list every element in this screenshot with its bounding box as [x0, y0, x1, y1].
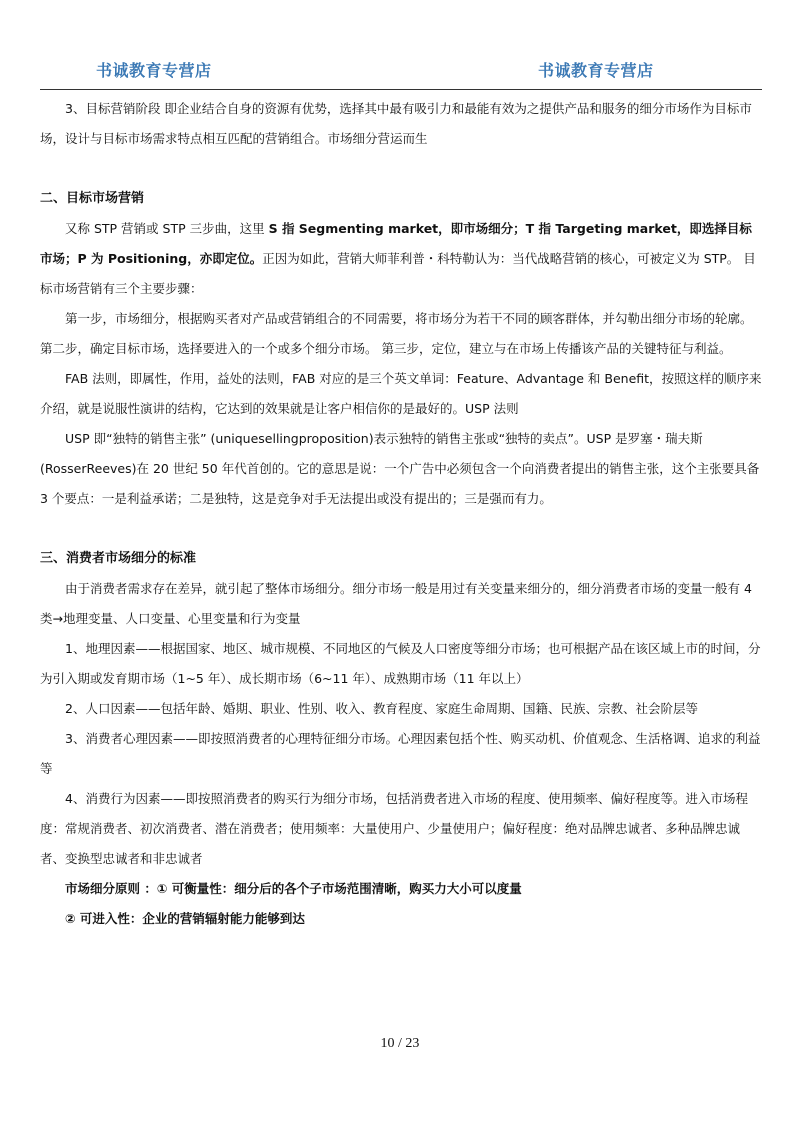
paragraph-target-marketing-stage: 3、目标营销阶段 即企业结合自身的资源有优势，选择其中最有吸引力和最能有效为之提供产品和服务的细分市场作为目标市场，设计与目标市场需求特点相互匹配的营销组合。市场细分营运而生: [40, 101, 752, 146]
stp-kotler-text: 正因为如此，营销大师菲利普・科特勒认为：当代战略营销的核心，可被定义为 STP。 目标市场营销有三个主要步骤：: [40, 251, 756, 296]
paragraph-geographic-factors: 1、地理因素——根据国家、地区、城市规模、不同地区的气候及人口密度等细分市场；也可根据产品在该区域上市的时间，分为引入期或发育期市场（1~5 年）、成长期市场（6~11 年）、成熟期市场（11 年以上）: [40, 641, 761, 686]
paragraph-psychological-factors: 3、消费者心理因素——即按照消费者的心理特征细分市场。心理因素包括个性、购买动机、价值观念、生活格调、追求的利益等: [40, 731, 761, 776]
stp-intro-text: 又称 STP 营销或 STP 三步曲，这里: [65, 221, 269, 236]
document-body: [40, 94, 762, 934]
paragraph-demographic-factors: 2、人口因素——包括年龄、婚期、职业、性别、收入、教育程度、家庭生命周期、国籍、民族、宗教、社会阶层等: [65, 701, 698, 716]
paragraph-behavioral-factors: 4、消费行为因素——即按照消费者的购买行为细分市场，包括消费者进入市场的程度、使用频率、偏好程度等。进入市场程度：常规消费者、初次消费者、潜在消费者；使用频率：大量使用户、少量使用户；偏好程度：绝对品牌忠诚者、多种品牌忠诚者、变换型忠诚者和非忠诚者: [40, 791, 748, 866]
paragraph-three-steps: 第一步，市场细分，根据购买者对产品或营销组合的不同需要，将市场分为若干不同的顾客群体，并勾勒出细分市场的轮廓。 第二步，确定目标市场，选择要进入的一个或多个细分市场。 第三步，定位，建立与在市场上传播该产品的关键特征与利益。: [40, 311, 753, 356]
paragraph-segmentation-intro: 由于消费者需求存在差异，就引起了整体市场细分。细分市场一般是用过有关变量来细分的，细分消费者市场的变量一般有 4 类→地理变量、人口变量、心里变量和行为变量: [40, 581, 752, 626]
paragraph-fab-rule: FAB 法则，即属性，作用，益处的法则，FAB 对应的是三个英文单词：Feature、Advantage 和 Benefit，按照这样的顺序来介绍，就是说服性演讲的结构，它达到的效果就是让客户相信你的是最好的。USP 法则: [40, 371, 762, 416]
header-divider: [40, 89, 762, 90]
section-heading-segmentation-criteria: 三、消费者市场细分的标准: [40, 551, 197, 566]
paragraph-stp: [40, 214, 762, 304]
stp-definition-bold: S 指 Segmenting market，即市场细分；T 指 Targeting market，即选择目标市场；P 为 Positioning，亦即定位。: [40, 221, 752, 266]
header-store-name-right: 书诚教育专营店: [538, 61, 654, 80]
principle-accessibility: ② 可进入性：企业的营销辐射能力能够到达: [65, 911, 305, 926]
page-header: [0, 0, 800, 92]
page-number: 10 / 23: [380, 1036, 420, 1051]
principle-measurability: 市场细分原则 ：① 可衡量性：细分后的各个子市场范围清晰，购买力大小可以度量: [65, 881, 522, 896]
paragraph-usp: USP 即“独特的销售主张” (uniquesellingproposition)表示独特的销售主张或“独特的卖点”。USP 是罗塞・瑞夫斯(RosserReeves)在 20 世纪 50 年代首创的。它的意思是说：一个广告中必须包含一个向消费者提出的销售主张，这个主张要具备 3 个要点：一是利益承诺；二是独特，这是竞争对手无法提出或没有提出的；三是强而有力。: [40, 431, 760, 506]
header-store-name-left: 书诚教育专营店: [96, 61, 212, 80]
section-heading-target-marketing: 二、目标市场营销: [40, 191, 145, 206]
